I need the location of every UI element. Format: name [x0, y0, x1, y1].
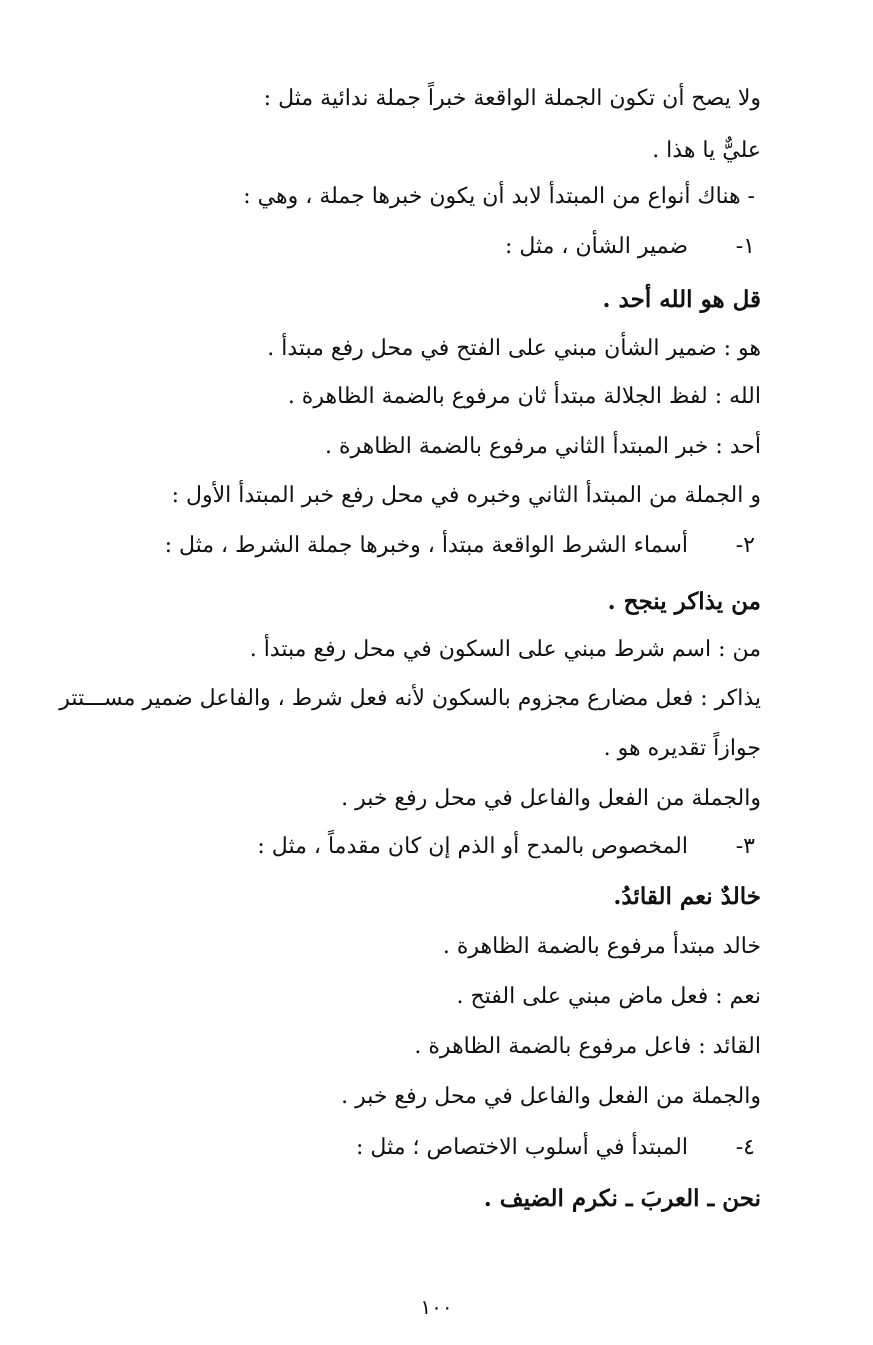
- text-line-19: نعم : فعل ماض مبني على الفتح .: [456, 984, 761, 1009]
- text-line-15: والجملة من الفعل والفاعل في محل رفع خبر .: [341, 786, 761, 811]
- text-line-14: جوازاً تقديره هو .: [603, 736, 761, 761]
- text-line-8: أحد : خبر المبتدأ الثاني مرفوع بالضمة الظاهرة .: [325, 434, 761, 459]
- text-line-12: من : اسم شرط مبني على السكون في محل رفع مبتدأ .: [249, 637, 761, 662]
- text-line-3: - هناك أنواع من المبتدأ لابد أن يكون خبرها جملة ، وهي :: [243, 184, 755, 209]
- numbered-item-text: ضمير الشأن ، مثل :: [504, 234, 688, 259]
- list-number: ٣-: [735, 834, 755, 859]
- example-line: قل هو الله أحد .: [602, 286, 761, 313]
- numbered-item-4: [356, 1133, 755, 1163]
- numbered-item-3: [257, 832, 755, 862]
- text-line-1: ولا يصح أن تكون الجملة الواقعة خبراً جملة ندائية مثل :: [263, 86, 761, 111]
- numbered-item-1: [505, 232, 755, 262]
- list-number: ٤-: [735, 1135, 755, 1160]
- text-line-2: عليٌّ يا هذا .: [652, 138, 761, 163]
- text-line-20: القائد : فاعل مرفوع بالضمة الظاهرة .: [414, 1034, 761, 1059]
- text-line-13: يذاكر : فعل مضارع مجزوم بالسكون لأنه فعل شرط ، والفاعل ضمير مســـتتر: [59, 686, 761, 711]
- text-line-18: خالد مبتدأ مرفوع بالضمة الظاهرة .: [442, 934, 761, 959]
- list-number: ١-: [735, 234, 755, 259]
- numbered-item-text: المخصوص بالمدح أو الذم إن كان مقدماً ، مثل :: [257, 834, 688, 859]
- text-line-9: و الجملة من المبتدأ الثاني وخبره في محل رفع خبر المبتدأ الأول :: [171, 483, 761, 508]
- example-line: خالدٌ نعم القائدُ.: [613, 883, 761, 910]
- text-line-6: هو : ضمير الشأن مبني على الفتح في محل رفع مبتدأ .: [267, 336, 761, 361]
- list-number: ٢-: [735, 533, 755, 558]
- numbered-item-text: المبتدأ في أسلوب الاختصاص ؛ مثل :: [356, 1135, 688, 1160]
- page-number: ١٠٠: [420, 1295, 453, 1319]
- numbered-item-text: أسماء الشرط الواقعة مبتدأ ، وخبرها جملة الشرط ، مثل :: [164, 533, 688, 558]
- text-line-21: والجملة من الفعل والفاعل في محل رفع خبر .: [341, 1084, 761, 1109]
- text-line-7: الله : لفظ الجلالة مبتدأ ثان مرفوع بالضمة الظاهرة .: [287, 384, 761, 409]
- numbered-item-2: [165, 531, 755, 561]
- example-line: من يذاكر ينجح .: [607, 588, 761, 615]
- example-line: نحن ـ العربَ ـ نكرم الضيف .: [483, 1185, 761, 1212]
